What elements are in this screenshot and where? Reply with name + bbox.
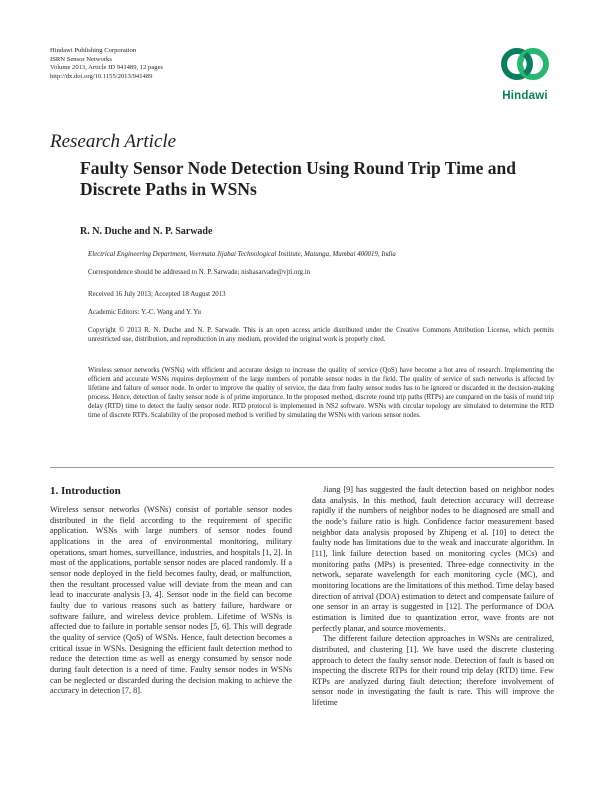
article-type: Research Article: [50, 131, 177, 152]
correspondence: Correspondence should be addressed to N. P. Sarwade; nishasarvade@vjti.org.in: [88, 269, 311, 276]
academic-editors: Academic Editors: Y.-C. Wang and Y. Yu: [88, 309, 201, 316]
affiliation: Electrical Engineering Department, Veermata Jijabai Technological Institute, Matunga, Mumbai 400019, India: [88, 251, 396, 258]
volume-info: Volume 2013, Article ID 941489, 12 pages: [50, 64, 164, 72]
title-line-1: Faulty Sensor Node Detection Using Round Trip Time and: [80, 158, 516, 178]
journal-header: [50, 47, 163, 81]
section-heading-introduction: 1. Introduction: [50, 485, 121, 497]
body-column-left: [50, 485, 292, 697]
hindawi-rings-icon: [495, 42, 555, 90]
hindawi-wordmark: Hindawi: [502, 90, 548, 102]
body-paragraph: Jiang [9] has suggested the fault detection based on neighbor nodes data analysis. In this method, fault detection accuracy will decrease rapidly if the numbers of neighbor nodes to be diagnosed are small and the node’s failure ratio is high. Confidence factor measurement based neighbor data analysis proposed by Zhipeng et al. [10] to detect the faulty node has limitations due to the weak and inaccurate algorithm. In [11], link failure detection based on monitoring cycles (MCs) and monitoring paths (MPs) is presented. Three-edge connectivity in the network, separate wavelength for each monitoring cycle (MC), and monitoring locations are the limitations of this method. Time delay based direction of arrival (DOA) estimation to detect and compensate failure of one sensor in an array is suggested in [12]. The performance of DOA estimation is limited due to quantization error, wave fronts are not perfectly planar, and source movements.: [312, 485, 554, 633]
title-line-2: Discrete Paths in WSNs: [80, 179, 257, 199]
body-column-right: [312, 485, 554, 709]
publisher-name: Hindawi Publishing Corporation: [50, 47, 137, 54]
body-paragraph: The different failure detection approaches in WSNs are centralized, distributed, and clustering [1]. We have used the discrete clustering approach to detect the faulty sensor node. Detection of fault is based on inspecting the discrete RTPs for their round trip delay (RTD) time. Few RTPs are analyzed during fault detection; therefore involvement of sensor node in investigating the fault is rare. This will improve the lifetime: [312, 634, 554, 708]
article-title: [80, 158, 520, 200]
body-paragraph: Wireless sensor networks (WSNs) consist of portable sensor nodes distributed in the field according to the requirement of specific application. WSNs with large numbers of sensor nodes found applications in the area of environmental monitoring, military operations, smart homes, surveillance, industries, and hospitals [1, 2]. In most of the applications, portable sensor nodes are placed randomly. If a sensor node deployed in the field becomes faulty, dead, or malfunction, then the resultant processed value will deviate from the mean and can lead to inaccurate analysis [3, 4]. Sensor node in the field can become faulty due to various reasons such as battery failure, hardware or software failure, and wireless device problem. Lifetime of WSNs is affected due to failure in portable sensor nodes [5, 6]. This will degrade the quality of service (QoS) of WSNs. Hence, fault detection becomes a critical issue in WSNs. Designing the efficient fault detection method to reduce the detection time as well as energy consumed by sensor node during fault detection is a need of time. Faulty sensor nodes in WSNs can be neglected or discarded during the decision making to achieve the accuracy in detection [7, 8].: [50, 505, 292, 696]
copyright-notice: Copyright © 2013 R. N. Duche and N. P. Sarwade. This is an open access article distributed under the Creative Commons Attribution License, which permits unrestricted use, distribution, and reproduction in any medium, provided the original work is properly cited.: [88, 327, 554, 343]
author-list: R. N. Duche and N. P. Sarwade: [80, 226, 213, 237]
section-divider: [50, 467, 554, 468]
journal-name: ISRN Sensor Networks: [50, 55, 112, 63]
received-accepted-dates: Received 16 July 2013; Accepted 18 August 2013: [88, 291, 226, 298]
doi-link[interactable]: http://dx.doi.org/10.1155/2013/941489: [50, 72, 153, 80]
hindawi-logo: [495, 42, 555, 107]
abstract: Wireless sensor networks (WSNs) with efficient and accurate design to increase the quality of service (QoS) have become a hot area of research. Implementing the efficient and accurate WSNs requires deployment of the large numbers of portable sensor nodes in the field. The quality of service of such networks is affected by lifetime and failure of sensor node. In order to improve the quality of service, the data from faulty sensor nodes has to be ignored or discarded in the decision-making process. Hence, detection of faulty sensor node is of prime importance. In the proposed method, discrete round trip paths (RTPs) are compared on the basis of round trip delay (RTD) time to detect the faulty sensor node. RTD protocol is implemented in NS2 software. WSNs with circular topology are simulated to determine the RTD time of discrete RTPs. Scalability of the proposed method is verified by simulating the WSNs with various sensor nodes.: [88, 367, 554, 420]
